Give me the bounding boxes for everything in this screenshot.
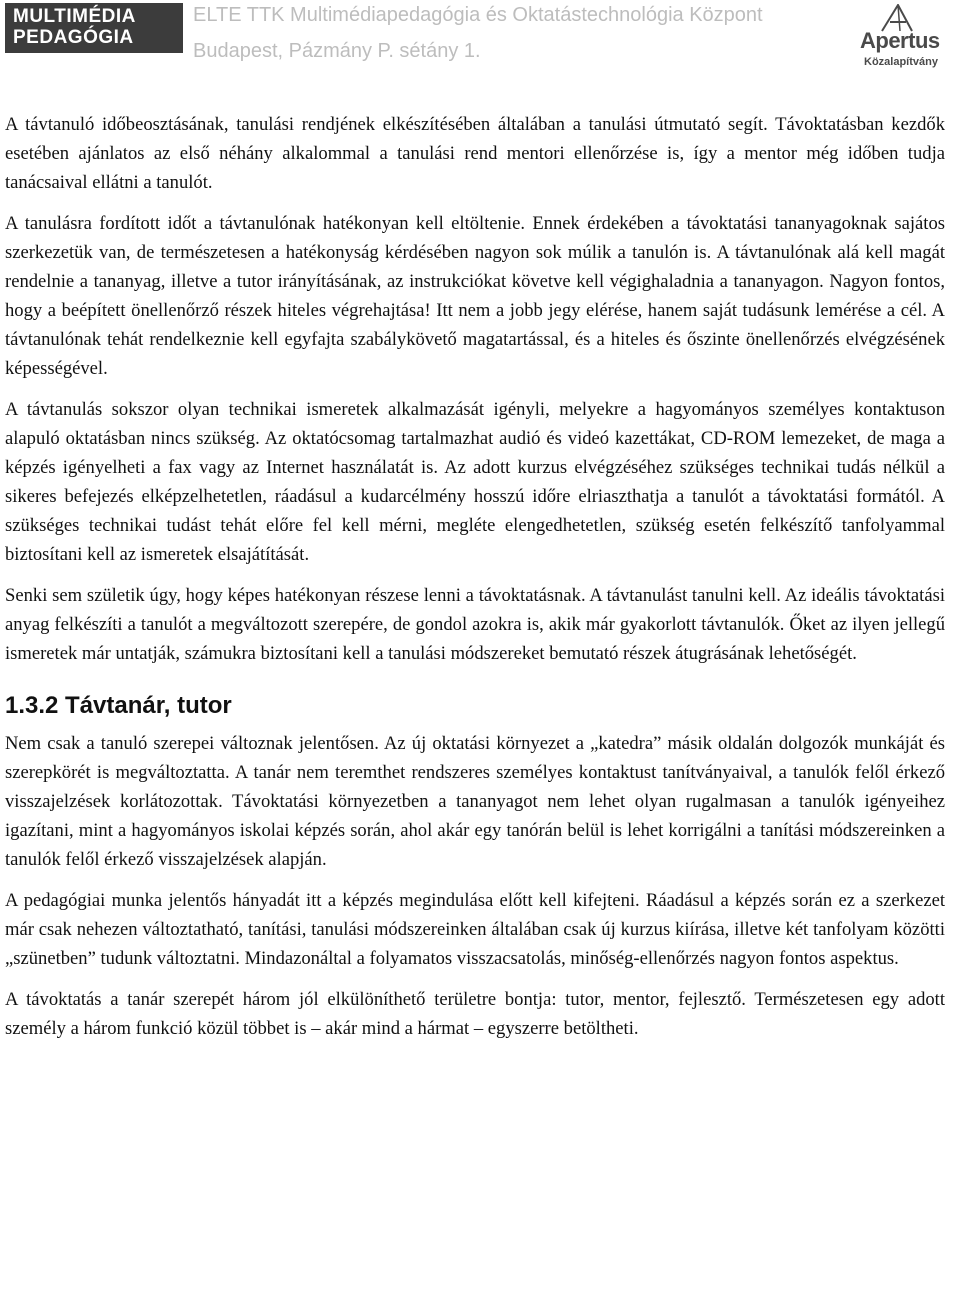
org-address: Budapest, Pázmány P. sétány 1. bbox=[193, 40, 481, 62]
logo-left-line1: MULTIMÉDIA bbox=[13, 6, 136, 27]
multimedia-pedagogia-logo bbox=[5, 3, 183, 53]
paragraph-technical-knowledge: A távtanulás sokszor olyan technikai ismeretek alkalmazását igényli, melyekre a hagyományos személyes kontaktuson alapuló oktatásban nincs szükség. Az oktatócsomag tartalmazhat audió és videó kazettákat, CD-ROM lemezeket, de maga a képzés igényelheti a fax vagy az Internet használatát is. Az adott kurzus elvégzéséhez szükséges technikai tudás nélkül a sikeres befejezés elképzelhetetlen, ráadásul a kudarcélmény hosszú időre elriaszthatja a tanulót a távoktatási formától. A szükséges technikai tudást tehát előre fel kell mérni, megléte elengedhetetlen, szükség esetén felkészítő tanfolyammal biztosítani kell az ismeretek elsajátítását. bbox=[5, 399, 945, 565]
apertus-logo bbox=[858, 4, 953, 80]
paragraph-teacher-role: Nem csak a tanuló szerepei változnak jelentősen. Az új oktatási környezet a „katedra” másik oldalán dolgozók munkáját és szerepkörét is megváltoztatta. A tanár nem teremthet rendszeres személyes kontaktust tanítványaival, a tanulók felől érkező visszajelzések korlátozottak. Távoktatási környezetben a tananyagot nem lehet olyan rugalmasan a tanulók igényeihez igazítani, mint a hagyományos iskolai képzés során, ahol akár egy tanórán belül is lehet korrigálni a tanítási módszereinken a tanulók felől érkező visszajelzések alapján. bbox=[5, 733, 945, 870]
org-name: ELTE TTK Multimédiapedagógia és Oktatástechnológia Központ bbox=[193, 4, 763, 26]
apertus-subtitle: Közalapítvány bbox=[864, 56, 938, 68]
paragraph-study-schedule: A távtanuló időbeosztásának, tanulási rendjének elkészítésében általában a tanulási útmutató segít. Távoktatásban kezdők esetében ajánlatos az első néhány alkalommal a tanulási rend mentori ellenőrzése is, így a mentor még időben tudja tanácsaival ellátni a tanulót. bbox=[5, 114, 945, 193]
apertus-name: Apertus bbox=[860, 28, 940, 53]
paragraph-teacher-functions: A távoktatás a tanár szerepét három jól elkülöníthető területre bontja: tutor, mentor, fejlesztő. Természetesen egy adott személy a három funkció közül többet is – akár mind a hármat – egyszerre betöltheti. bbox=[5, 989, 945, 1039]
section-heading: 1.3.2 Távtanár, tutor bbox=[5, 692, 232, 719]
paragraph-learning-to-learn: Senki sem születik úgy, hogy képes hatékonyan részese lenni a távoktatásnak. A távtanulást tanulni kell. Az ideális távoktatási anyag felkészíti a tanulót a megváltozott szerepére, de gondol azokra is, akik már gyakorlott távtanulók. Őket az ilyen jellegű ismeretek már untatják, számukra biztosítani kell a tanulási módszereket bemutató részek átugrásának lehetőségét. bbox=[5, 585, 945, 664]
page-header bbox=[0, 0, 960, 100]
paragraph-study-time: A tanulásra fordított időt a távtanulónak hatékonyan kell eltöltenie. Ennek érdekében a távoktatási tananyagoknak sajátos szerkezetük van, de természetesen a hatékonyság kérdésében nagyon sok múlik a tanulón is. A távtanulónak alá kell magát rendelnie a tananyag, illetve a tutor irányításának, az instrukciókat követve kell végighaladnia a tananyagon. Nagyon fontos, hogy a beépített önellenőrző részek hiteles végrehajtása! Itt nem a jobb jegy elérése, hanem saját tudásunk lemérése a cél. A távtanulónak tehát rendelkeznie kell egyfajta szabálykövető magatartással, és a hiteles és őszinte önellenőrzés elvégzésének képességével. bbox=[5, 213, 945, 379]
paragraph-pedagogical-work: A pedagógiai munka jelentős hányadát itt a képzés megindulása előtt kell kifejteni. Ráadásul a képzés során ez a szerkezet már csak nehezen változtatható, tanítási, tanulási módszereinken általában csak új kurzus kiírása, illetve két tanfolyam közötti „szünetben” tudunk változtatni. Mindazonáltal a folyamatos visszacsatolás, minőség-ellenőrzés nagyon fontos aspektus. bbox=[5, 890, 945, 969]
logo-left-line2: PEDAGÓGIA bbox=[13, 27, 134, 48]
document-body bbox=[5, 110, 945, 1055]
